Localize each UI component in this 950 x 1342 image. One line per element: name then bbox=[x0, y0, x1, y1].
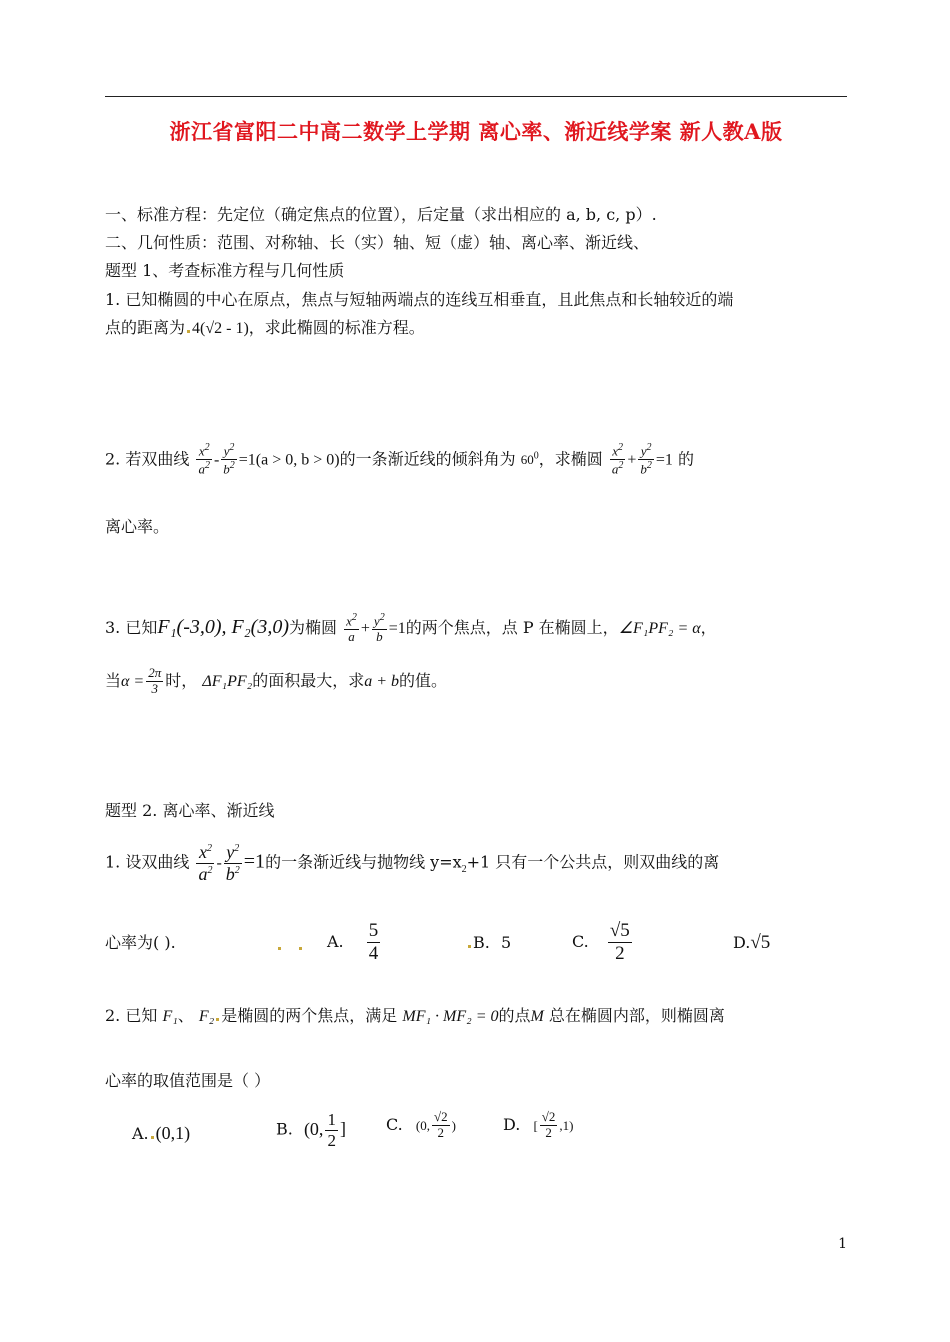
s2-q2-m: M bbox=[530, 1008, 544, 1025]
s1-q3-line2-suffix: 的值。 bbox=[399, 670, 448, 690]
s1-q3-prefix: 3. 已知 bbox=[105, 618, 158, 638]
s1-q1-text-b: 点的距离为 bbox=[105, 318, 186, 337]
page-number: 1 bbox=[838, 1236, 847, 1252]
s1-q3-foci: F₁(-3,0), F₂(3,0) bbox=[157, 616, 289, 639]
s1-q2-line-2: 离心率。 bbox=[105, 517, 170, 536]
intro-line-2: 二、几何性质：范围、对称轴、长（实）轴、短（虚）轴、离心率、渐近线、 bbox=[105, 233, 650, 252]
s1-q3-frac-x: $\frac{x^2}{a}$ bbox=[346, 612, 357, 645]
s1-q3-line-2 bbox=[105, 666, 447, 697]
s1-q2-frac-y: $\frac{y^2}{b^2}$ bbox=[223, 442, 235, 477]
marker-dots bbox=[276, 934, 304, 956]
s1-q2-ellipse-frac-y: $\frac{y^2}{b^2}$ bbox=[640, 442, 652, 477]
s1-q3-comma: ， bbox=[700, 618, 717, 638]
s1-q1-text-c: ，求此椭圆的标准方程。 bbox=[248, 318, 425, 337]
s2-q1-line-1: 1. 设双曲线 $\frac{x^2}{a^2}$ - $\frac{y^2}{b^2}$ =1的一条渐近线与抛物线 $y=x_2+1$ 只有一个公共点，则双曲线的离 bbox=[105, 842, 720, 884]
s1-q1-line-1: 1. 已知椭圆的中心在原点，焦点与短轴两端点的连线互相垂直，且此焦点和长轴较近的端 bbox=[105, 290, 734, 309]
s1-q3-mid: 为椭圆 bbox=[289, 618, 338, 638]
s1-q2-prefix: 2. 若双曲线 bbox=[105, 449, 190, 469]
s2-q1-frac-x: $\frac{x^2}{a^2}$ bbox=[198, 842, 213, 884]
s2-q2-line-2: 心率的取值范围是（ ） bbox=[105, 1071, 271, 1090]
s2-q1-mid: 的一条渐近线与抛物线 y=x bbox=[265, 852, 462, 872]
s2-q2-f1: F₁ bbox=[162, 1008, 178, 1025]
s1-q3-alpha-frac: $\frac{2\pi}{3}$ bbox=[148, 665, 162, 696]
s2-q1-frac-y: $\frac{y^2}{b^2}$ bbox=[225, 842, 240, 884]
s2-q1-option-b[interactable]: B. 5 bbox=[466, 932, 511, 954]
s2-q1-line-2: 心率为( ). bbox=[105, 933, 176, 952]
s2-q2-mid: 是椭圆的两个焦点，满足 bbox=[221, 1006, 398, 1025]
s1-q3-sum: a + b bbox=[364, 672, 399, 690]
s2-q2-option-d[interactable]: D. [ $\frac{√2}{2}$ ,1) bbox=[503, 1109, 574, 1140]
s2-q1-sub: 2 bbox=[461, 863, 467, 875]
s2-q1-prefix: 1. 设双曲线 bbox=[105, 852, 190, 872]
s2-q1-option-a[interactable]: A. $\frac{5}{4}$ bbox=[327, 920, 379, 964]
s2-q2-option-b[interactable]: B. (0, $\frac{1}{2}$ ] bbox=[276, 1110, 346, 1150]
s2-q2-prefix: 2. 已知 bbox=[105, 1006, 158, 1025]
s2-q2-option-c[interactable]: C. (0, $\frac{√2}{2}$ ) bbox=[386, 1109, 456, 1140]
s1-q1-expr: 4(√2 - 1) bbox=[192, 320, 249, 337]
s2-q2-line-1 bbox=[105, 1005, 725, 1028]
s1-q2-angle: $60^0$ bbox=[520, 450, 539, 468]
s1-q3-alpha: α = bbox=[121, 672, 145, 690]
s2-q2-vec: MF₁ · MF₂ = 0 bbox=[402, 1008, 499, 1025]
s2-q2-sep: 、 bbox=[177, 1006, 194, 1025]
s1-q1-line-2 bbox=[105, 317, 425, 340]
marker-dot bbox=[216, 1018, 219, 1021]
marker-dot bbox=[187, 330, 190, 333]
s1-q2-mid2: ，求椭圆 bbox=[538, 449, 603, 469]
s1-q2-mid: 的一条渐近线的倾斜角为 bbox=[339, 449, 516, 469]
s1-q3-frac-y: $\frac{y^2}{b}$ bbox=[373, 612, 385, 645]
s1-q3-angle: ∠F₁PF₂ = α bbox=[618, 620, 701, 638]
s1-q3-triangle: ΔF₁PF₂ bbox=[202, 672, 253, 690]
s2-q2-suffix: 总在椭圆内部，则椭圆离 bbox=[548, 1006, 725, 1025]
s1-q2-ellipse-frac-x: $\frac{x^2}{a^2}$ bbox=[611, 442, 624, 477]
s1-q2-frac-x: $\frac{x^2}{a^2}$ bbox=[198, 442, 210, 477]
s2-q1-eq: =1 bbox=[243, 850, 266, 873]
s2-q1-option-d[interactable]: D.√5 bbox=[733, 932, 771, 953]
s1-q2-suffix: 的 bbox=[677, 449, 694, 469]
s1-q3-when: 当 bbox=[105, 670, 122, 690]
s1-q2-line-1: 2. 若双曲线 $\frac{x^2}{a^2}$ - $\frac{y^2}{b^2}$ =1(a > 0, b > 0)的一条渐近线的倾斜角为 $60^0$，求椭圆 $\frac{x^2}{a^2}$ + $\frac{y^2}{b^2}$ =1 的 bbox=[105, 442, 694, 477]
intro-line-1: 一、标准方程：先定位（确定焦点的位置），后定量（求出相应的 a, b, c, p）. bbox=[105, 205, 657, 224]
s2-q1-option-c[interactable]: C. $\frac{√5}{2}$ bbox=[572, 920, 630, 964]
intro-line-3: 题型 1、考查标准方程与几何性质 bbox=[105, 261, 345, 280]
s2-q1-mid2: +1 只有一个公共点，则双曲线的离 bbox=[466, 852, 720, 872]
s1-q2-hyp-cond: =1(a > 0, b > 0) bbox=[238, 451, 340, 469]
document-title: 浙江省富阳二中高二数学上学期 离心率、渐近线学案 新人教A版 bbox=[169, 119, 783, 144]
s1-q3-mid2: 的两个焦点，点 P 在椭圆上， bbox=[405, 618, 619, 638]
s2-q2-option-a[interactable]: A. (0,1) bbox=[132, 1123, 191, 1143]
s2-q2-mid2: 的点 bbox=[498, 1006, 531, 1025]
s2-heading: 题型 2. 离心率、渐近线 bbox=[105, 801, 275, 820]
s1-q3-line2-mid2: 的面积最大，求 bbox=[252, 670, 365, 690]
header-rule bbox=[105, 96, 847, 97]
s1-q3-line-1: 3. 已知F₁(-3,0), F₂(3,0)为椭圆 $\frac{x^2}{a}$ + $\frac{y^2}{b}$ =1的两个焦点，点 P 在椭圆上，∠F₁PF₂ = α， bbox=[105, 612, 717, 645]
s2-q2-f2: F₂ bbox=[198, 1008, 215, 1025]
s1-q3-line2-mid: 时， bbox=[165, 670, 198, 690]
